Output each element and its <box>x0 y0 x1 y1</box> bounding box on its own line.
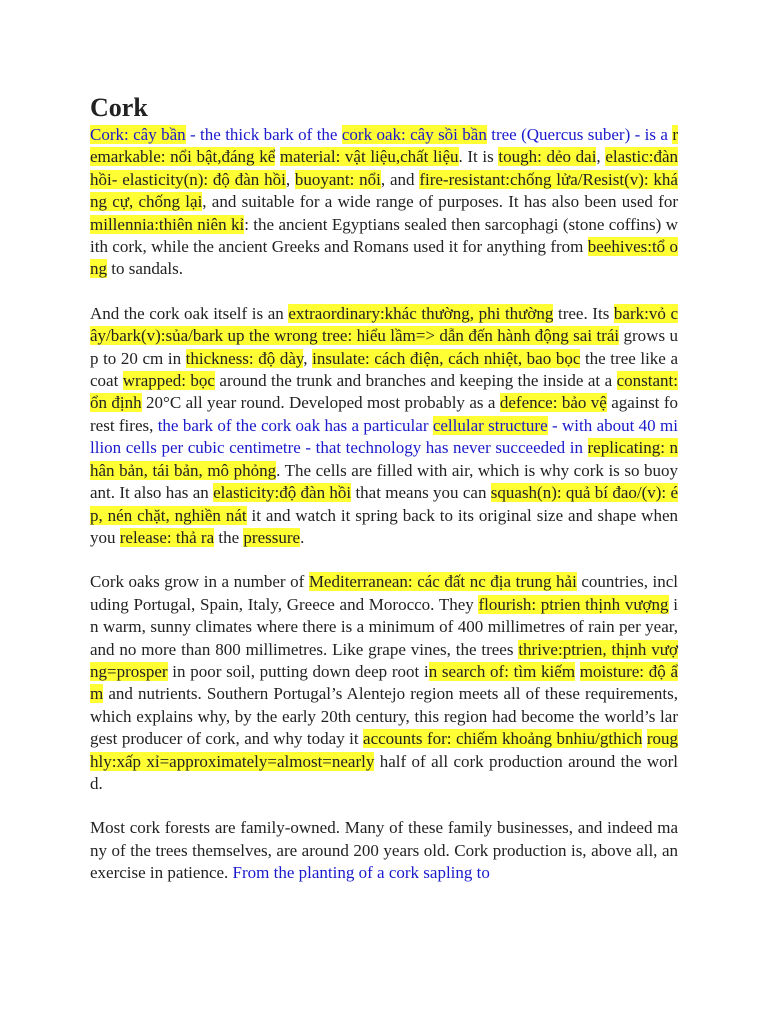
highlighted-term: millennia:thiên niên kỉ <box>90 214 245 234</box>
text-run: in poor soil, putting down deep root i <box>167 661 429 681</box>
highlighted-term: Mediterranean: các đất nc địa trung hải <box>308 572 577 592</box>
highlighted-term: insulate: cách điện, cách nhiệt, bao bọc <box>312 348 581 368</box>
highlighted-term: extraordinary:khác thường, phi thường <box>288 303 554 323</box>
highlighted-term: roughly:xấp xỉ=approximately=almost=nearly <box>90 729 679 771</box>
text-run: , <box>303 348 313 368</box>
text-run: the bark of the cork oak has a particular <box>157 415 433 435</box>
highlighted-term: bark:vỏ cây/bark(v):sủa/bark up the wrong tree: hiểu lầm=> dẫn đến hành động sai trái <box>90 303 678 346</box>
highlighted-term: release: thả ra <box>119 527 215 547</box>
text-run: half of all cork production around the world. <box>90 751 678 793</box>
highlighted-term: flourish: ptrien thịnh vượng <box>478 594 669 614</box>
highlighted-term: thrive:ptrien, thịnh vượng=prosper <box>90 639 678 681</box>
paragraph-1 <box>90 124 678 281</box>
text-run: , <box>285 169 295 189</box>
highlighted-term: elasticity:độ đàn hồi <box>213 483 352 503</box>
text-run: . The cells are filled with air, which is why cork is so buoyant. It also has an <box>90 460 678 503</box>
text-run: - the thick bark of the <box>185 125 342 144</box>
text-run: to sandals. <box>107 259 184 279</box>
text-run: . It is <box>458 147 499 167</box>
highlighted-term: defence: bảo vệ <box>499 393 607 413</box>
text-run: Most cork forests are family-owned. Many of these family businesses, and indeed many of the trees themselves, are around 200 years old. Cork production is, above all, an exercise in patience. <box>90 818 678 883</box>
text-run: , and suitable for a wide range of purposes. It has also been used for <box>202 192 678 212</box>
highlighted-term: remarkable: nổi bật,đáng kể <box>90 125 678 167</box>
highlighted-term: thickness: độ dày <box>185 348 304 368</box>
document-title: Cork <box>90 93 148 122</box>
text-run: that means you can <box>351 483 491 503</box>
highlighted-term: elastic:đàn hồi- elasticity(n): độ đàn hồi <box>90 147 679 189</box>
highlighted-term: material: vật liệu,chất liệu <box>279 147 459 167</box>
text-run: the tree like a coat <box>90 348 678 391</box>
text-run: in warm, sunny climates where there is a minimum of 400 millimetres of rain per year, and no more than 800 millimetres. Like grape vines, the trees <box>90 594 678 659</box>
text-run: grows up to 20 cm in <box>90 326 678 368</box>
highlighted-term: buoyant: nổi <box>294 169 381 189</box>
text-run: From the planting of a cork sapling to <box>232 863 490 883</box>
text-run: around the trunk and branches and keeping the inside at a <box>214 371 617 391</box>
highlighted-term: tough: dẻo dai <box>498 147 597 167</box>
text-run: And the cork oak itself is an <box>90 303 289 323</box>
paragraph-3 <box>90 571 678 795</box>
highlighted-term: n search of: tìm kiếm <box>428 661 576 681</box>
text-run: , and <box>380 169 420 189</box>
text-run: Cork oaks grow in a number of <box>90 572 309 592</box>
text-run: against forest fires, <box>90 393 678 435</box>
highlighted-term: cellular structure <box>432 415 548 435</box>
highlighted-term: replicating: nhân bản, tái bản, mô phỏng <box>90 438 678 480</box>
paragraph-2 <box>90 303 678 549</box>
highlighted-term: moisture: độ ẩm <box>90 661 679 704</box>
highlighted-term: pressure <box>243 527 301 547</box>
text-run: - with about 40 million cells per cubic centimetre - that technology has never succeeded in <box>90 415 678 458</box>
text-run: the <box>214 527 244 547</box>
highlighted-term: beehives:tổ ong <box>90 237 679 279</box>
text-run: . <box>300 527 305 547</box>
text-run: : the ancient Egyptians sealed then sarcophagi (stone coffins) with cork, while the ancient Greeks and Romans used it for anything from <box>90 214 678 257</box>
text-run: , <box>596 147 606 167</box>
highlighted-term: accounts for: chiếm khoảng bnhiu/gthich <box>363 729 643 749</box>
text-run: tree (Quercus suber) - is a <box>486 125 673 144</box>
text-run: it and watch it spring back to its original size and shape when you <box>90 505 678 547</box>
highlighted-term: squash(n): quả bí đao/(v): ép, nén chặt, nghiền nát <box>90 483 679 525</box>
highlighted-term: constant: ổn định <box>90 371 678 413</box>
text-run: tree. Its <box>553 303 614 323</box>
text-run: 20°C all year round. Developed most probably as a <box>141 393 500 413</box>
highlighted-term: fire-resistant:chống lửa/Resist(v): kháng cự, chống lại <box>90 169 678 212</box>
highlighted-term: wrapped: bọc <box>122 371 215 391</box>
highlighted-term: Cork: cây bần <box>90 125 186 144</box>
text-run: countries, including Portugal, Spain, Italy, Greece and Morocco. They <box>90 572 678 614</box>
text-run: and nutrients. Southern Portugal’s Alentejo region meets all of these requirements, which explains why, by the early 20th century, this region had become the world’s largest producer of cork, and why today it <box>90 684 678 749</box>
document-body <box>90 124 678 885</box>
paragraph-4 <box>90 817 678 884</box>
highlighted-term: cork oak: cây sồi bần <box>341 125 487 144</box>
